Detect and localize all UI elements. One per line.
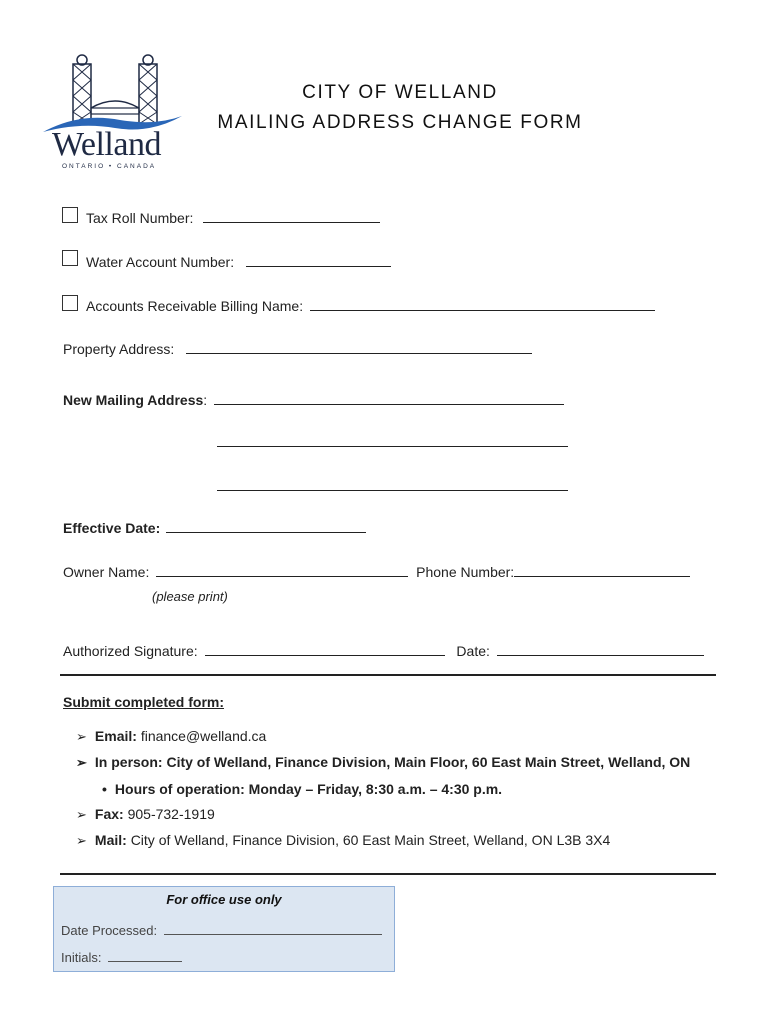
email-value[interactable]: finance@welland.ca	[140, 728, 267, 744]
accounts-receivable-label: Accounts Receivable Billing Name:	[86, 298, 304, 314]
office-use-title: For office use only	[166, 892, 282, 907]
logo-wordmark: Welland	[52, 126, 161, 163]
fax-value: 905-732-1919	[127, 806, 215, 822]
hours-text: Hours of operation: Monday – Friday, 8:30 a.m. – 4:30 p.m.	[114, 781, 503, 797]
authorized-signature-input[interactable]	[205, 642, 445, 656]
owner-name-input[interactable]	[156, 563, 408, 577]
in-person-text: In person: City of Welland, Finance Division, Main Floor, 60 East Main Street, Welland, ON	[94, 754, 691, 770]
property-address-label: Property Address:	[63, 341, 175, 357]
date-label: Date:	[456, 643, 490, 659]
initials-input[interactable]	[108, 948, 182, 962]
logo-tagline: ONTARIO • CANADA	[62, 163, 157, 170]
mail-value: City of Welland, Finance Division, 60 East Main Street, Welland, ON L3B 3X4	[130, 832, 611, 848]
accounts-receivable-input[interactable]	[310, 297, 655, 311]
new-mailing-address-input-3[interactable]	[217, 490, 568, 491]
date-input[interactable]	[497, 642, 704, 656]
accounts-receivable-checkbox[interactable]	[62, 295, 78, 311]
accounts-receivable-field	[86, 297, 655, 314]
submit-email	[76, 728, 266, 745]
email-label: Email:	[94, 728, 137, 744]
divider-top	[60, 674, 716, 676]
water-account-checkbox[interactable]	[62, 250, 78, 266]
new-mailing-address-input-2[interactable]	[217, 446, 568, 447]
owner-name-label: Owner Name:	[63, 564, 150, 580]
fax-label: Fax:	[94, 806, 124, 822]
new-mailing-address-field	[63, 391, 564, 408]
page-title: CITY OF WELLAND	[302, 82, 498, 103]
please-print-hint: (please print)	[152, 589, 228, 604]
tax-roll-field	[86, 209, 380, 226]
new-mailing-address-label: New Mailing Address	[63, 392, 204, 408]
arrow-bullet-icon: ➢	[76, 833, 87, 848]
arrow-bullet-icon: ➢	[76, 729, 87, 744]
city-logo	[40, 50, 185, 175]
owner-name-field	[63, 563, 690, 580]
tax-roll-checkbox[interactable]	[62, 207, 78, 223]
tax-roll-input[interactable]	[203, 209, 380, 223]
submit-fax	[76, 806, 215, 823]
submit-heading: Submit completed form:	[63, 694, 225, 710]
arrow-bullet-icon: ➢	[76, 755, 87, 770]
effective-date-field	[63, 519, 366, 536]
arrow-bullet-icon: ➢	[76, 807, 87, 822]
initials-field	[61, 948, 182, 965]
new-mailing-address-input-1[interactable]	[214, 391, 564, 405]
dot-bullet-icon: •	[102, 781, 107, 797]
water-account-input[interactable]	[246, 253, 391, 267]
submit-in-person	[76, 754, 690, 771]
new-mailing-address-colon: :	[203, 392, 208, 408]
effective-date-label: Effective Date:	[63, 520, 161, 536]
divider-bottom	[60, 873, 716, 875]
water-account-label: Water Account Number:	[86, 254, 235, 270]
authorized-signature-label: Authorized Signature:	[63, 643, 198, 659]
date-processed-input[interactable]	[164, 921, 382, 935]
phone-number-label: Phone Number:	[416, 564, 515, 580]
phone-number-input[interactable]	[514, 563, 690, 577]
date-processed-label: Date Processed:	[61, 923, 158, 938]
tax-roll-label: Tax Roll Number:	[86, 210, 194, 226]
water-account-field	[86, 253, 391, 270]
effective-date-input[interactable]	[166, 519, 366, 533]
form-title: MAILING ADDRESS CHANGE FORM	[217, 112, 583, 133]
submit-mail	[76, 832, 610, 849]
property-address-input[interactable]	[186, 340, 532, 354]
signature-field	[63, 642, 704, 659]
property-address-field	[63, 340, 532, 357]
initials-label: Initials:	[61, 950, 102, 965]
submit-hours	[102, 781, 502, 797]
date-processed-field	[61, 921, 382, 938]
office-use-box	[53, 886, 395, 972]
mail-label: Mail:	[94, 832, 127, 848]
